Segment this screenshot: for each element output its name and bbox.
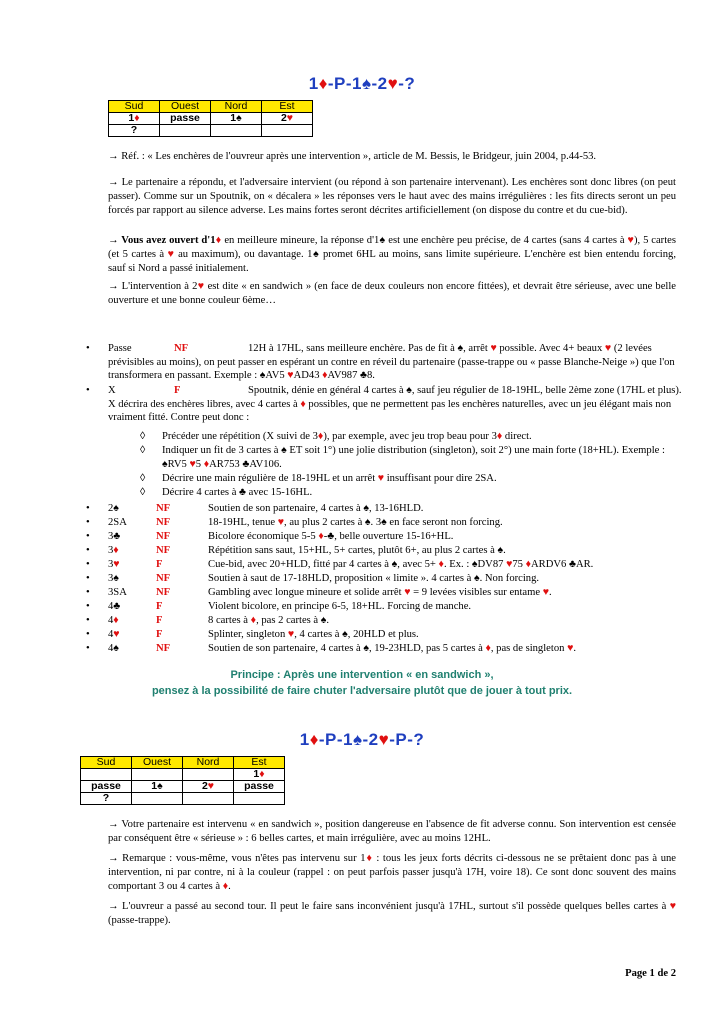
opening-lead: → Vous avez ouvert d'1♦ xyxy=(108,235,222,246)
forcing-tag: NF xyxy=(156,503,171,514)
bid-label: 3♦ xyxy=(108,545,119,556)
diamond-bullet-icon: ◊ xyxy=(140,487,146,498)
partner-paragraph: → Votre partenaire est intervenu « en sandwich », position dangereuse en l'absence de fit adverse connu. Son intervention est censée par conséquent être « sérieuse » : 6 belles cartes, et main irrégulière, avec au moins 12HL. xyxy=(108,819,676,845)
bid-cell: 2♥ xyxy=(262,113,313,125)
forcing-tag: NF xyxy=(156,587,171,598)
bid-label: 4♦ xyxy=(108,615,119,626)
bid-label: 2SA xyxy=(108,517,127,528)
forcing-tag: NF xyxy=(156,573,171,584)
bidding-table-1 xyxy=(108,100,313,137)
sub-item-text: Indiquer un fit de 3 cartes à ♠ ET soit 1°) une jolie distribution (singleton), soit 2°) une main forte (18+HL). Exemple : ♠RV5 ♥5 ♦AR753 ♣AV106. xyxy=(162,445,665,470)
reference-paragraph: → Réf. : « Les enchères de l'ouvreur après une intervention », article de M. Bessis, le Bridgeur, juin 2004, p.44-53. xyxy=(108,151,597,162)
bullet-icon: • xyxy=(86,629,90,640)
bid-description: Bicolore économique 5-5 ♦-♣, belle ouverture 15-16+HL. xyxy=(208,531,454,542)
forcing-tag: F xyxy=(156,615,163,626)
header-sud: Sud xyxy=(81,757,132,769)
bid-label: 4♣ xyxy=(108,601,121,612)
list-item-contre xyxy=(86,384,682,428)
bullet-icon: • xyxy=(86,517,90,528)
bid-cell: 1♠ xyxy=(211,113,262,125)
bid-cell xyxy=(132,793,183,805)
bullet-icon: • xyxy=(86,503,90,514)
bullet-icon: • xyxy=(86,601,90,612)
opening-text: en meilleure mineure, la réponse d'1♠ est une enchère peu précise, de 4 cartes (sans 4 cartes à ♥), 5 cartes (et 5 cartes à ♥ au maximum), ou davantage. 1♠ promet 6HL au moins, sans limite supérieure. L'enchère est bien entendu forcing, sauf si Nord a passé initialement. xyxy=(108,235,676,275)
forcing-tag: NF xyxy=(156,517,171,528)
intro-paragraph: → Le partenaire a répondu, et l'adversaire intervient (ou répond à son partenaire intervenant). Les enchères sont donc libres (on peut passer). Comme sur un Spoutnik, on « décalera » les réponses vers le haut avec des mains irrégulières : les fits directs seront un peu forcés par rapport au silence adverse. Les mains fortes seront décrites artificiellement (on dispose du contre et du cue-bid). xyxy=(108,177,676,217)
forcing-tag: NF xyxy=(156,531,171,542)
bullet-icon: • xyxy=(86,587,90,598)
sandwich-paragraph: → L'intervention à 2♥ est dite « en sandwich » (en face de deux couleurs non encore fittées), et devrait être sérieuse, avec une belle ouverture et une bonne couleur 6ème… xyxy=(108,281,677,307)
principle-line-2: pensez à la possibilité de faire chuter l'adversaire plutôt que de jouer à tout prix. xyxy=(151,685,573,697)
bullet-icon: • xyxy=(86,343,90,354)
bid-description: 8 cartes à ♦, pas 2 cartes à ♠. xyxy=(208,615,330,626)
bid-description: Gambling avec longue mineure et solide arrêt ♥ = 9 levées visibles sur entame ♥. xyxy=(208,587,552,598)
diamond-bullet-icon: ◊ xyxy=(140,445,146,456)
bullet-icon: • xyxy=(86,531,90,542)
diamond-bullet-icon: ◊ xyxy=(140,473,146,484)
bid-label: 4♥ xyxy=(108,629,120,640)
opening-paragraph xyxy=(108,234,676,277)
bid-label: 3♥ xyxy=(108,559,120,570)
bid-cell: passe xyxy=(160,113,211,125)
bid-cell: passe xyxy=(234,781,285,793)
forcing-tag: NF xyxy=(156,545,171,556)
bid-label: 3♣ xyxy=(108,531,121,542)
bid-description: Soutien de son partenaire, 4 cartes à ♠, 13-16HLD. xyxy=(208,503,424,514)
list-item-passe xyxy=(86,342,682,384)
forcing-tag: NF xyxy=(174,343,189,354)
header-nord: Nord xyxy=(211,101,262,113)
bid-description: Répétition sans saut, 15+HL, 5+ cartes, plutôt 6+, au plus 2 cartes à ♠. xyxy=(208,545,506,556)
header-ouest: Ouest xyxy=(132,757,183,769)
bid-label: 4♠ xyxy=(108,643,119,654)
bid-description: Cue-bid, avec 20+HLD, fitté par 4 cartes à ♠, avec 5+ ♦. Ex. : ♠DV87 ♥75 ♦ARDV6 ♣AR. xyxy=(208,559,594,570)
bid-label: X xyxy=(108,385,116,396)
sequence-title-1: 1♦-P-1♠-2♥-? xyxy=(308,74,416,93)
bid-cell: ? xyxy=(109,125,160,137)
bullet-icon: • xyxy=(86,385,90,396)
remark-paragraph: → Remarque : vous-même, vous n'êtes pas intervenu sur 1♦ : tous les jeux forts décrits ci-dessous ne se prêtaient donc pas à une intervention, ni par contre, ni à la couleur (rappel : on peut parfois passer jusqu'à 17H, voire 18). Ce sont donc souvent des mains comportant 3 ou 4 cartes à ♦. xyxy=(108,853,677,893)
bid-cell: 2♥ xyxy=(183,781,234,793)
forcing-tag: NF xyxy=(156,643,171,654)
principle-line-1: Principe : Après une intervention « en sandwich », xyxy=(230,669,494,681)
opener-paragraph: → L'ouvreur a passé au second tour. Il peut le faire sans inconvénient jusqu'à 17HL, surtout s'il possède quelques belles cartes à ♥ (passe-trappe). xyxy=(108,901,676,927)
header-est: Est xyxy=(262,101,313,113)
bid-label: 2♠ xyxy=(108,503,119,514)
forcing-tag: F xyxy=(156,629,163,640)
bid-cell xyxy=(132,769,183,781)
forcing-tag: F xyxy=(156,601,163,612)
sequence-title-2: 1♦-P-1♠-2♥-P-? xyxy=(299,730,425,749)
header-nord: Nord xyxy=(183,757,234,769)
bid-label: Passe xyxy=(108,343,132,354)
bid-cell xyxy=(183,769,234,781)
forcing-tag: F xyxy=(156,559,163,570)
bid-cell: passe xyxy=(81,781,132,793)
header-est: Est xyxy=(234,757,285,769)
sub-item-text: Décrire 4 cartes à ♣ avec 15-16HL. xyxy=(162,487,313,498)
bid-cell xyxy=(183,793,234,805)
bid-label: 3♠ xyxy=(108,573,119,584)
bid-description: Spoutnik, dénie en général 4 cartes à ♠, sauf jeu régulier de 18-19HL, belle 2ème zone (17HL et plus). X décrira des enchères libres, avec 4 cartes à ♦ possibles, que ne permettent pas les enchères naturelles, avec un jeu élégant mais non vraiment fitté. Contre peut donc : xyxy=(108,385,682,424)
header-ouest: Ouest xyxy=(160,101,211,113)
sub-item-text: Décrire une main régulière de 18-19HL et un arrêt ♥ insuffisant pour dire 2SA. xyxy=(162,473,497,484)
bullet-icon: • xyxy=(86,643,90,654)
bid-description: Soutien à saut de 17-18HLD, proposition « limite ». 4 cartes à ♠. Non forcing. xyxy=(208,573,540,584)
bid-cell xyxy=(211,125,262,137)
bullet-icon: • xyxy=(86,573,90,584)
bid-cell xyxy=(81,769,132,781)
bid-description: Splinter, singleton ♥, 4 cartes à ♠, 20HLD et plus. xyxy=(208,629,419,640)
bid-cell xyxy=(160,125,211,137)
bid-description: 12H à 17HL, sans meilleure enchère. Pas de fit à ♠, arrêt ♥ possible. Avec 4+ beaux ♥ (2 levées prévisibles au moins), on peut passer en espérant un contre en réveil du partenaire (passe-trappe ou « passe Blanche-Neige ») que l'on transformera en passant. Exemple : ♠AV5 ♥AD43 ♦AV987 ♣8. xyxy=(108,343,675,382)
bullet-icon: • xyxy=(86,615,90,626)
bid-cell: 1♠ xyxy=(132,781,183,793)
bid-cell: 1♦ xyxy=(109,113,160,125)
bullet-icon: • xyxy=(86,559,90,570)
bid-description: 18-19HL, tenue ♥, au plus 2 cartes à ♠. 3♠ en face seront non forcing. xyxy=(208,517,503,528)
bid-description: Violent bicolore, en principe 6-5, 18+HL. Forcing de manche. xyxy=(208,601,472,612)
page-number: Page 1 de 2 xyxy=(625,968,676,979)
bid-cell: ? xyxy=(81,793,132,805)
forcing-tag: F xyxy=(174,385,181,396)
bidding-table-2 xyxy=(80,756,285,805)
bid-label: 3SA xyxy=(108,587,127,598)
bid-cell xyxy=(234,793,285,805)
header-sud: Sud xyxy=(109,101,160,113)
bid-cell xyxy=(262,125,313,137)
bid-description: Soutien de son partenaire, 4 cartes à ♠, 19-23HLD, pas 5 cartes à ♦, pas de singleton ♥. xyxy=(208,643,577,654)
diamond-bullet-icon: ◊ xyxy=(140,431,146,442)
sub-item-text: Précéder une répétition (X suivi de 3♦), par exemple, avec jeu trop beau pour 3♦ direct. xyxy=(162,431,532,442)
bid-cell: 1♦ xyxy=(234,769,285,781)
bullet-icon: • xyxy=(86,545,90,556)
